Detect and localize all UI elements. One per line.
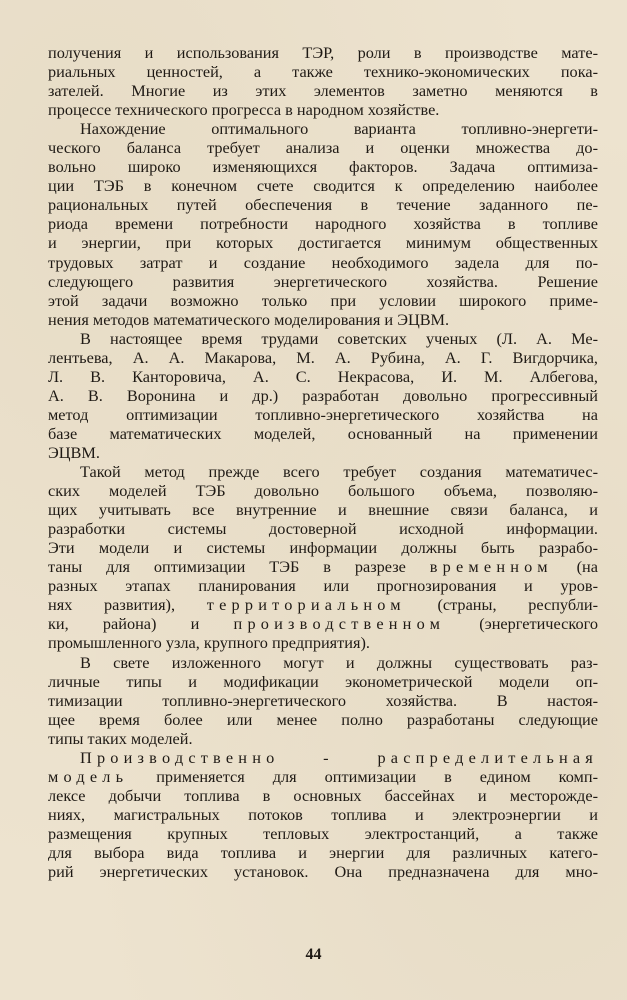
body-text [48,43,598,881]
text-run: таны для оптимизации ТЭБ в разрезе [48,557,406,577]
text-line: лентьева, А. А. Макарова, М. А. Рубина, А. Г. Вигдорчика, [48,347,598,367]
paragraph-6 [48,748,598,881]
text-line: ских моделей ТЭБ довольно большого объема, позволяю- [48,481,598,501]
text-line: процессе технического прогресса в народном хозяйстве. [48,100,440,120]
text-line: Л. В. Канторовича, А. С. Некрасова, И. М. Албегова, [48,366,598,386]
text-line: рациональных путей обеспечения в течение заданного пе- [48,195,598,215]
paragraph-2 [48,119,598,329]
text-line: трудовых затрат и создание необходимого задела для по- [48,252,598,272]
text-run: (страны, республи- [405,595,598,615]
text-line [48,767,598,786]
text-line: А. В. Воронина и др.) разработан довольно прогрессивный [48,385,598,405]
text-line: вольно широко изменяющихся факторов. Задача оптимиза- [48,157,598,177]
emphasis-model: модель [48,766,129,786]
text-line: нения методов математического моделирования и ЭЦВМ. [48,309,450,329]
paragraph-5 [48,653,598,748]
paragraph-3 [48,329,598,462]
paragraph-1 [48,43,598,119]
text-line: типы таких моделей. [48,728,193,748]
text-line: Нахождение оптимального варианта топливно-энергети- [80,119,598,139]
text-line: щее время более или менее полно разработаны следующие [48,709,598,729]
emphasis-production: производственном [233,614,446,634]
paragraph-4 [48,462,598,652]
text-line: базе математических моделей, основанный на применении [48,423,598,443]
emphasis-model-name: Производственно - распределительная [80,747,598,767]
text-line: и энергии, при которых достигается минимум общественных [48,233,598,253]
text-line: личные типы и модификации эконометрической модели оп- [48,671,598,691]
text-line: метод оптимизации топливно-энергетического хозяйства на [48,404,598,424]
text-run: применяется для оптимизации в едином комп- [128,766,598,786]
emphasis-territorial: территориальном [206,595,406,615]
text-line [48,557,598,576]
text-line: риода времени потребности народного хозяйства в топливе [48,214,598,234]
text-line: ческого баланса требует анализа и оценки множества до- [48,138,598,158]
text-line: получения и использования ТЭР, роли в производстве мате- [48,43,598,62]
text-line: зателей. Многие из этих элементов заметно меняются в [48,81,598,101]
text-line: для выбора вида топлива и энергии для различных катего- [48,842,598,862]
text-run: (энергетического [445,614,598,634]
text-line: разработки системы достоверной исходной информации. [48,519,598,539]
text-line: рий энергетических установок. Она предназначена для мно- [48,862,598,882]
text-line: ЭЦВМ. [48,442,100,462]
text-line: Эти модели и системы информации должны быть разрабо- [48,538,598,558]
text-line: промышленного узла, крупного предприятия). [48,633,370,653]
text-line: тимизации топливно-энергетического хозяйства. В настоя- [48,690,598,710]
text-run: ки, района) и [48,614,200,634]
text-line: разных этапах планирования или прогнозирования и уров- [48,576,598,596]
emphasis-temporal: временном [429,557,553,577]
text-line: В настоящее время трудами советских ученых (Л. А. Ме- [80,328,598,348]
text-line: лексе добычи топлива в основных бассейнах и месторожде- [48,785,598,805]
page-number: 44 [305,946,322,963]
text-line [48,595,598,614]
text-line: ниях, магистральных потоков топлива и электроэнергии и [48,804,598,824]
text-run: (на [552,557,598,577]
text-line: В свете изложенного могут и должны существовать раз- [80,652,598,672]
text-line: щих учитывать все внутренние и внешние связи баланса, и [48,500,598,520]
text-line: этой задачи возможно только при условии широкого приме- [48,290,598,310]
text-line: следующего развития энергетического хозяйства. Решение [48,271,598,291]
text-line: риальных ценностей, а также технико-экономических пока- [48,62,598,82]
text-line: Такой метод прежде всего требует создания математичес- [80,462,598,482]
text-line: размещения крупных тепловых электростанций, а также [48,823,598,843]
text-run: нях развития), [48,595,176,615]
text-line [48,614,598,633]
text-line: ции ТЭБ в конечном счете сводится к определению наиболее [48,176,598,196]
